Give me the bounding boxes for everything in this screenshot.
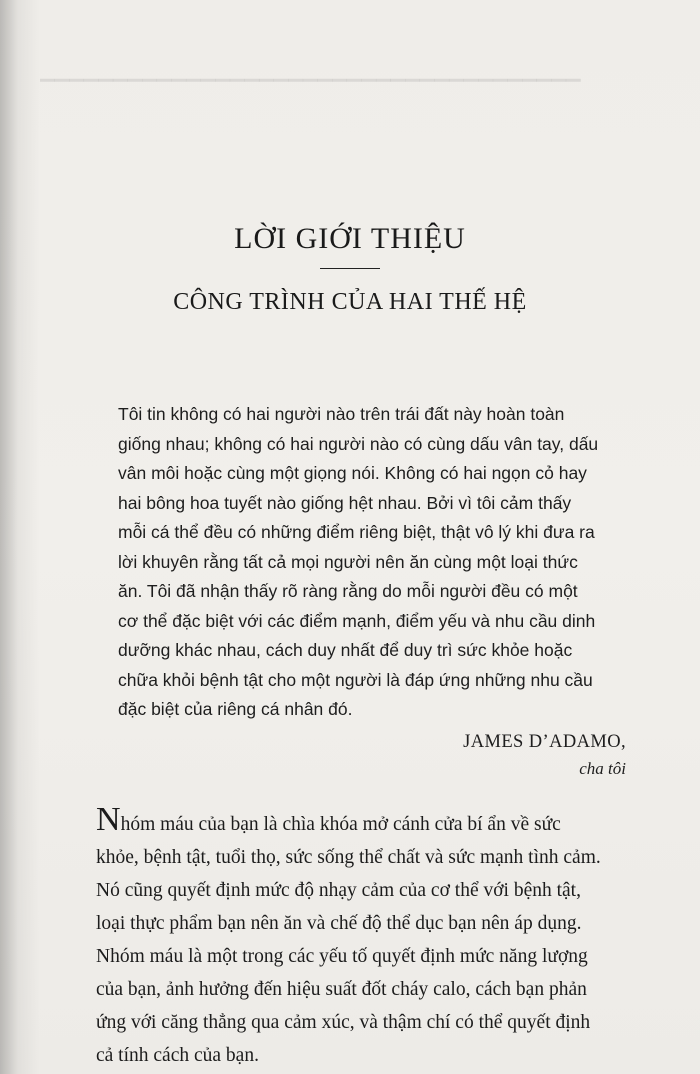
attribution-author: JAMES D’ADAMO, [463, 732, 626, 752]
body-line: khỏe, bệnh tật, tuổi thọ, sức sống thể chất và sức mạnh tình cảm. [96, 847, 601, 868]
epigraph-line: vân môi hoặc cùng một giọng nói. Không có hai ngọn cỏ hay [118, 463, 587, 483]
chapter-title: LỜI GIỚI THIỆU [234, 222, 466, 255]
epigraph-quote [118, 400, 600, 725]
body-line: của bạn, ảnh hưởng đến hiệu suất đốt cháy calo, cách bạn phản [96, 979, 587, 1000]
epigraph-line: mỗi cá thể đều có những điểm riêng biệt, thật vô lý khi đưa ra [118, 522, 595, 542]
epigraph-line: ăn. Tôi đã nhận thấy rõ ràng rằng do mỗi người đều có một [118, 581, 578, 601]
epigraph-line: dưỡng khác nhau, cách duy nhất để duy trì sức khỏe hoặc [118, 640, 573, 660]
epigraph-line: giống nhau; không có hai người nào có cùng dấu vân tay, dấu [118, 433, 599, 454]
epigraph-line: đặc biệt của riêng cá nhân đó. [118, 699, 353, 719]
epigraph-line: lời khuyên rằng tất cả mọi người nên ăn cùng một loại thức [118, 551, 578, 572]
chapter-subtitle: CÔNG TRÌNH CỦA HAI THẾ HỆ [173, 289, 527, 315]
epigraph-line: chữa khỏi bệnh tật cho một người là đáp ứng những nhu cầu [118, 669, 593, 690]
body-line: Nhóm máu là một trong các yếu tố quyết định mức năng lượng [96, 946, 588, 967]
epigraph-attribution [463, 728, 626, 782]
body-line: ứng với căng thẳng qua cảm xúc, và thậm chí có thể quyết định [96, 1012, 591, 1033]
body-line: loại thực phẩm bạn nên ăn và chế độ thể dục bạn nên áp dụng. [96, 913, 582, 934]
attribution-role: cha tôi [579, 759, 626, 778]
body-first-line: hóm máu của bạn là chìa khóa mở cánh cửa bí ẩn về sức [120, 814, 561, 835]
show-through-shadow: ▁▁▁▁▁▁▁▁▁▁▁▁▁▁▁▁▁▁▁▁▁▁▁▁▁▁▁▁▁▁▁▁▁▁▁▁▁ [40, 61, 581, 82]
epigraph-line: Tôi tin không có hai người nào trên trái đất này hoàn toàn [118, 404, 565, 424]
epigraph-line: cơ thể đặc biệt với các điểm mạnh, điểm yếu và nhu cầu dinh [118, 610, 596, 631]
drop-cap: N [96, 801, 121, 838]
body-line [96, 801, 676, 841]
title-divider [320, 268, 380, 269]
body-line: Nó cũng quyết định mức độ nhạy cảm của cơ thể với bệnh tật, [96, 880, 581, 901]
body-paragraph [96, 801, 676, 1072]
body-line: cả tính cách của bạn. [96, 1045, 259, 1066]
epigraph-line: hai bông hoa tuyết nào giống hệt nhau. Bởi vì tôi cảm thấy [118, 492, 572, 513]
